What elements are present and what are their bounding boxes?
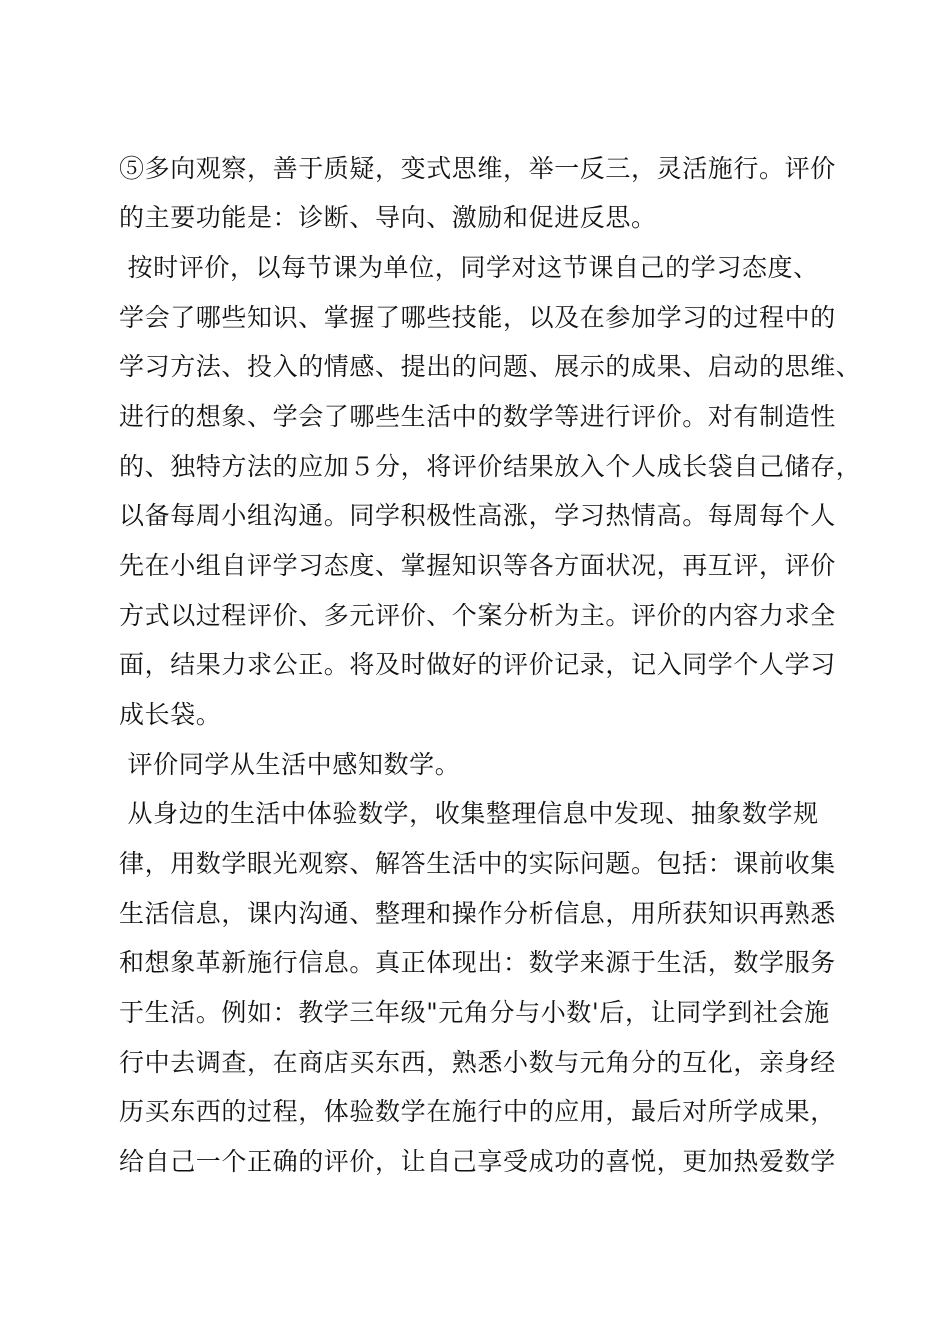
text-line: 和想象革新施行信息。真正体现出：数学来源于生活，数学服务	[119, 948, 836, 977]
text-line: 先在小组自评学习态度、掌握知识等各方面状况，再互评，评价	[119, 551, 836, 580]
text-line: 成长袋。	[119, 700, 222, 729]
text-line: 面，结果力求公正。将及时做好的评价记录，记入同学个人学习	[119, 650, 836, 679]
text-line: 从身边的生活中体验数学，收集整理信息中发现、抽象数学规	[119, 799, 819, 828]
text-line: 方式以过程评价、多元评价、个案分析为主。评价的内容力求全	[119, 601, 836, 630]
text-line: 学习方法、投入的情感、提出的问题、展示的成果、启动的思维、	[119, 352, 862, 381]
text-line: 的主要功能是：诊断、导向、激励和促进反思。	[119, 203, 657, 232]
text-line: 按时评价，以每节课为单位，同学对这节课自己的学习态度、	[119, 253, 819, 282]
text-line: 历买东西的过程，体验数学在施行中的应用，最后对所学成果，	[119, 1097, 836, 1126]
text-line: 生活信息，课内沟通、整理和操作分析信息，用所获知识再熟悉	[119, 899, 836, 928]
text-line: 学会了哪些知识、掌握了哪些技能，以及在参加学习的过程中的	[119, 303, 836, 332]
text-line: 进行的想象、学会了哪些生活中的数学等进行评价。对有制造性	[119, 402, 836, 431]
text-line: 以备每周小组沟通。同学积极性高涨，学习热情高。每周每个人	[119, 501, 836, 530]
text-line: ⑤多向观察，善于质疑，变式思维，举一反三，灵活施行。评价	[119, 154, 836, 183]
text-line: 行中去调查，在商店买东西，熟悉小数与元角分的互化，亲身经	[119, 1048, 836, 1077]
text-line: 律，用数学眼光观察、解答生活中的实际问题。包括：课前收集	[119, 849, 836, 878]
text-line: 给自己一个正确的评价，让自己享受成功的喜悦，更加热爱数学	[119, 1147, 836, 1176]
text-line: 于生活。例如：教学三年级"元角分与小数'后，让同学到社会施	[119, 998, 830, 1027]
text-line: 的、独特方法的应加５分，将评价结果放入个人成长袋自己储存，	[119, 452, 862, 481]
text-line: 评价同学从生活中感知数学。	[119, 750, 461, 779]
